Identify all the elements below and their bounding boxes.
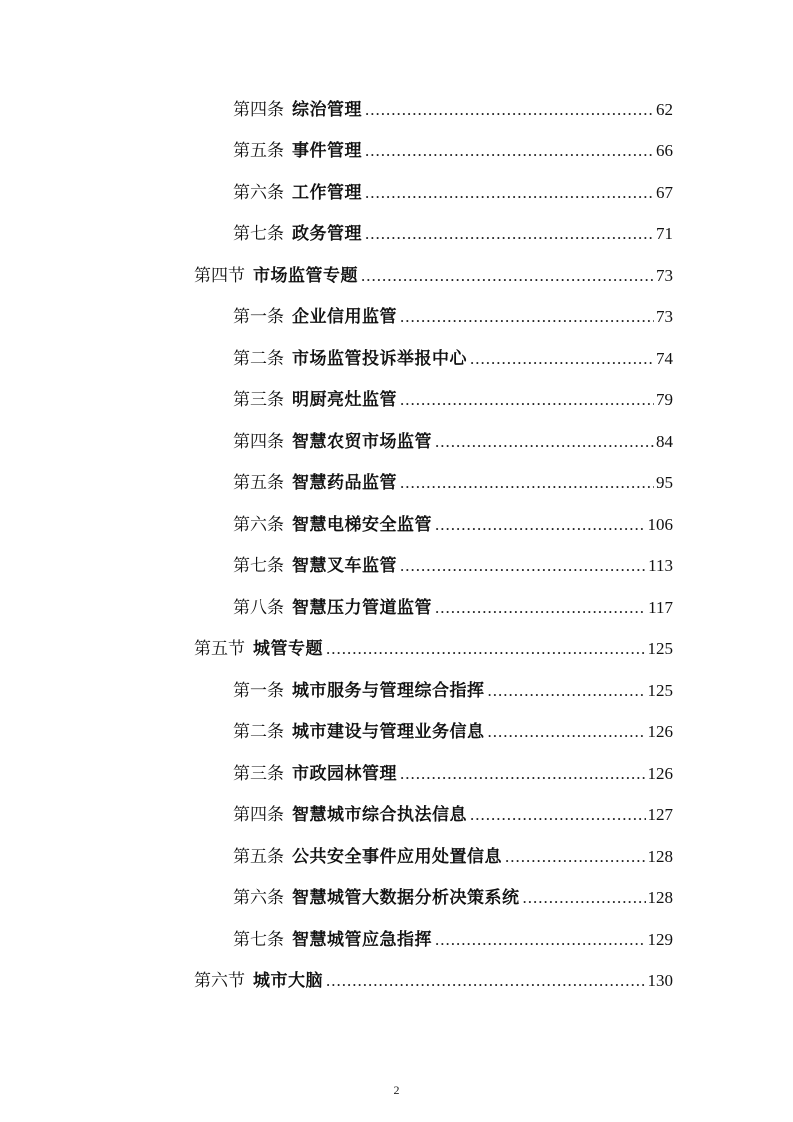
toc-entry-number: 第八条 — [233, 597, 284, 618]
dot-leader — [365, 141, 654, 161]
dot-leader — [400, 307, 654, 327]
dot-leader — [361, 266, 654, 286]
toc-entry-page: 128 — [647, 846, 673, 866]
toc-section-page: 125 — [647, 639, 673, 659]
dot-leader — [435, 432, 654, 452]
toc-entry-title: 智慧药品监管 — [292, 473, 397, 494]
dot-leader — [470, 805, 646, 825]
toc-entry[interactable] — [0, 380, 673, 422]
toc-entry-page: 128 — [647, 888, 673, 908]
dot-leader — [326, 639, 646, 659]
toc-section-page: 130 — [647, 971, 673, 991]
toc-section-page: 73 — [656, 265, 673, 285]
dot-leader — [400, 473, 654, 493]
toc-entry-title: 城市服务与管理综合指挥 — [292, 680, 485, 701]
toc-entry-page: 66 — [656, 141, 673, 161]
toc-entry-number: 第三条 — [233, 763, 284, 784]
toc-section[interactable] — [0, 255, 673, 297]
toc-entry-number: 第一条 — [233, 307, 284, 328]
toc-entry-title: 企业信用监管 — [292, 307, 397, 328]
toc-entry[interactable] — [0, 919, 673, 961]
toc-entry-number: 第六条 — [233, 182, 284, 203]
toc-section-number: 第四节 — [194, 265, 245, 286]
toc-entry-number: 第五条 — [233, 473, 284, 494]
toc-entry-title: 智慧城市综合执法信息 — [292, 805, 467, 826]
toc-entry-title: 明厨亮灶监管 — [292, 390, 397, 411]
toc-entry[interactable] — [0, 587, 673, 629]
toc-entry-number: 第五条 — [233, 846, 284, 867]
toc-entry[interactable] — [0, 421, 673, 463]
toc-entry-page: 127 — [647, 805, 673, 825]
dot-leader — [365, 224, 654, 244]
toc-entry-number: 第七条 — [233, 224, 284, 245]
toc-section-title: 城管专题 — [253, 639, 323, 660]
toc-entry-page: 117 — [648, 597, 673, 617]
toc-section[interactable] — [0, 961, 673, 1003]
toc-entry-number: 第七条 — [233, 556, 284, 577]
toc-entry-number: 第三条 — [233, 390, 284, 411]
toc-section-title: 城市大脑 — [253, 971, 323, 992]
toc-entry-page: 126 — [647, 763, 673, 783]
toc-entry[interactable] — [0, 463, 673, 505]
dot-leader — [365, 183, 654, 203]
toc-entry-title: 市政园林管理 — [292, 763, 397, 784]
toc-entry-title: 智慧城管大数据分析决策系统 — [292, 888, 520, 909]
toc-entry-page: 95 — [656, 473, 673, 493]
toc-entry-title: 智慧电梯安全监管 — [292, 514, 432, 535]
toc-entry-page: 67 — [656, 182, 673, 202]
toc-entry-number: 第二条 — [233, 348, 284, 369]
toc-entry-title: 公共安全事件应用处置信息 — [292, 846, 502, 867]
toc-entry-title: 工作管理 — [292, 182, 362, 203]
toc-entry[interactable] — [0, 836, 673, 878]
toc-entry[interactable] — [0, 338, 673, 380]
toc-entry[interactable] — [0, 214, 673, 256]
toc-entry-page: 79 — [656, 390, 673, 410]
dot-leader — [435, 930, 646, 950]
dot-leader — [400, 764, 646, 784]
dot-leader — [435, 598, 646, 618]
toc-entry-page: 62 — [656, 99, 673, 119]
dot-leader — [326, 971, 646, 991]
toc-entry[interactable] — [0, 878, 673, 920]
toc-section-number: 第六节 — [194, 971, 245, 992]
toc-entry-page: 106 — [647, 514, 673, 534]
toc-entry-number: 第六条 — [233, 514, 284, 535]
toc-entry-page: 73 — [656, 307, 673, 327]
toc-section[interactable] — [0, 629, 673, 671]
page-number: 2 — [393, 1083, 400, 1097]
toc-entry-title: 智慧城管应急指挥 — [292, 929, 432, 950]
toc-entry-title: 综治管理 — [292, 99, 362, 120]
toc-entry[interactable] — [0, 546, 673, 588]
toc-entry[interactable] — [0, 504, 673, 546]
dot-leader — [488, 681, 646, 701]
toc-entry-title: 城市建设与管理业务信息 — [292, 722, 485, 743]
dot-leader — [435, 515, 646, 535]
toc-entry-page: 113 — [648, 556, 673, 576]
toc-entry-page: 71 — [656, 224, 673, 244]
toc-entry-page: 125 — [647, 680, 673, 700]
toc-entry-number: 第七条 — [233, 929, 284, 950]
toc-entry-page: 126 — [647, 722, 673, 742]
toc-entry-number: 第六条 — [233, 888, 284, 909]
toc-entry-title: 市场监管投诉举报中心 — [292, 348, 467, 369]
dot-leader — [470, 349, 654, 369]
toc-entry-title: 事件管理 — [292, 141, 362, 162]
toc-section-title: 市场监管专题 — [253, 265, 358, 286]
dot-leader — [523, 888, 646, 908]
dot-leader — [505, 847, 646, 867]
toc-entry[interactable] — [0, 172, 673, 214]
table-of-contents — [0, 89, 793, 1002]
toc-entry-number: 第一条 — [233, 680, 284, 701]
toc-section-number: 第五节 — [194, 639, 245, 660]
toc-entry-number: 第四条 — [233, 805, 284, 826]
toc-entry-number: 第五条 — [233, 141, 284, 162]
dot-leader — [488, 722, 646, 742]
toc-entry-title: 智慧压力管道监管 — [292, 597, 432, 618]
toc-entry[interactable] — [0, 131, 673, 173]
toc-entry-page: 84 — [656, 431, 673, 451]
toc-entry-title: 智慧农贸市场监管 — [292, 431, 432, 452]
toc-entry-page: 129 — [647, 929, 673, 949]
toc-entry[interactable] — [0, 753, 673, 795]
toc-entry-title: 智慧叉车监管 — [292, 556, 397, 577]
toc-entry-page: 74 — [656, 348, 673, 368]
dot-leader — [365, 100, 654, 120]
toc-entry[interactable] — [0, 297, 673, 339]
toc-entry-title: 政务管理 — [292, 224, 362, 245]
toc-entry[interactable] — [0, 712, 673, 754]
toc-entry[interactable] — [0, 795, 673, 837]
toc-entry[interactable] — [0, 670, 673, 712]
toc-entry-number: 第四条 — [233, 99, 284, 120]
toc-entry[interactable] — [0, 89, 673, 131]
toc-entry-number: 第四条 — [233, 431, 284, 452]
dot-leader — [400, 556, 646, 576]
dot-leader — [400, 390, 654, 410]
toc-entry-number: 第二条 — [233, 722, 284, 743]
